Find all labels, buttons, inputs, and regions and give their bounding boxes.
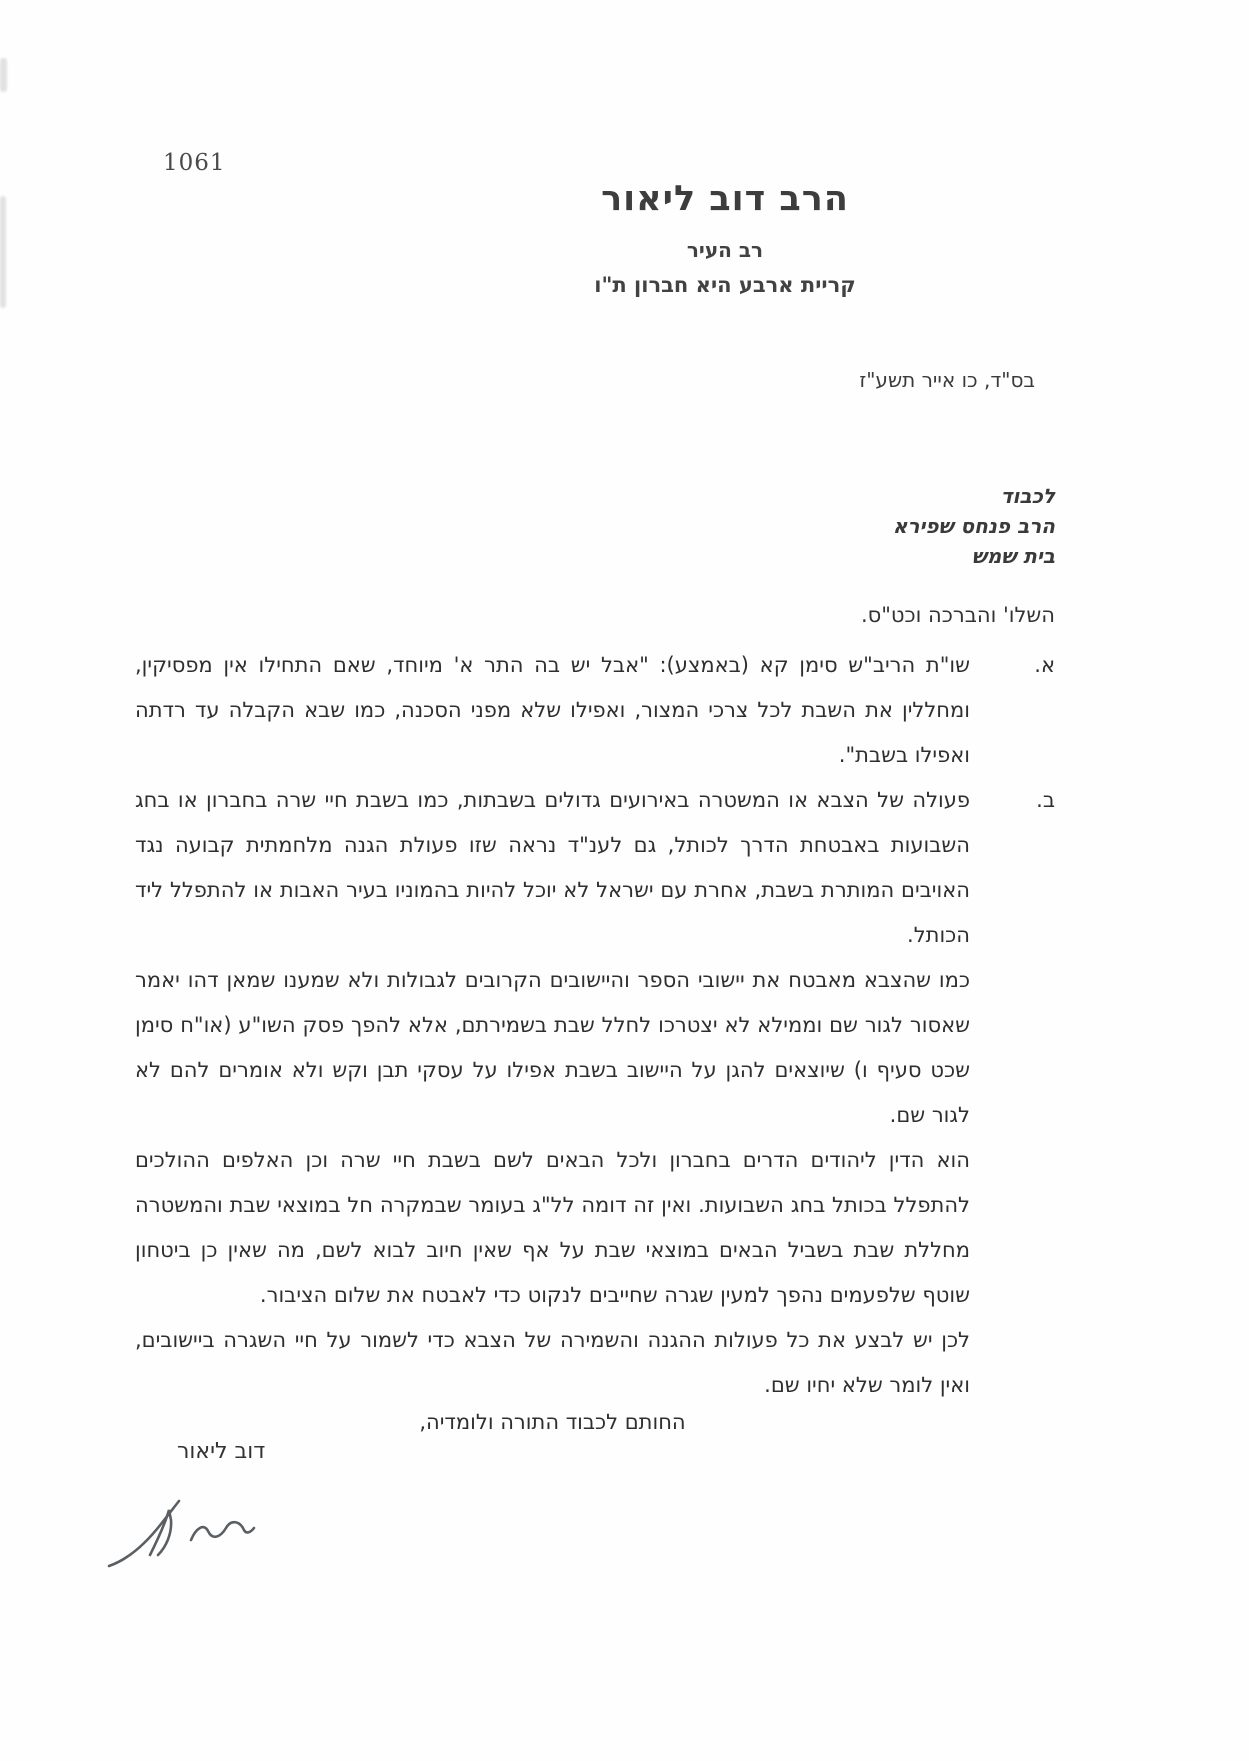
- paragraph-marker: א.: [1034, 653, 1055, 677]
- letter-content: [0, 177, 1249, 1469]
- greeting-line: השלו' והברכה וכט"ס.: [860, 603, 1055, 627]
- body-paragraph: כמו שהצבא מאבטח את יישובי הספר והיישובים הקרובים לגבולות ולא שמענו שמאן דהו יאמר שאסור לגור שם וממילא לא יצטרכו לחלל שבת בשמירתם, אלא להפך פסק השו"ע (או"ח סימן שכט סעיף ו) שיוצאים להגן על היישוב בשבת אפילו על עסקי תבן וקש ולא אומרים להם לא לגור שם.: [135, 968, 970, 1127]
- letterhead-role: רב העיר: [686, 238, 764, 262]
- paragraph-marker: ב.: [1036, 788, 1055, 812]
- scan-artifact: [0, 196, 6, 308]
- list-item-alef: [135, 643, 1055, 778]
- letterhead: [525, 177, 925, 299]
- letterhead-city: קריית ארבע היא חברון ת"ו: [594, 273, 856, 297]
- signature-icon: [103, 1492, 283, 1578]
- recipient-salutation: לכבוד: [1000, 484, 1055, 508]
- signer-name: דוב ליאור: [177, 1439, 266, 1464]
- closing-line: החותם לכבוד התורה ולומדיה,: [419, 1410, 686, 1434]
- letterhead-name: הרב דוב ליאור: [601, 179, 849, 219]
- recipient-name: הרב פנחס שפירא: [892, 514, 1055, 538]
- body-paragraph: הוא הדין ליהודים הדרים בחברון ולכל הבאים לשם בשבת חיי שרה וכן האלפים ההולכים להתפלל בכותל בחג השבועות. ואין זה דומה לל"ג בעומר שבמקרה חל במוצאי שבת והמשטרה מחללת שבת בשביל הבאים במוצאי שבת על אף שאין חיוב לבוא לשם, מה שאין כן ביטחון שוטף שלפעמים נהפך למעין שגרה שחייבים לנקוט כדי לאבטח את שלום הציבור.: [135, 1148, 970, 1307]
- paragraph-text: פעולה של הצבא או המשטרה באירועים גדולים בשבתות, כמו בשבת חיי שרה בחברון או בחג השבועות באבטחת הדרך לכותל, גם לענ"ד נראה שזו פעולת הגנה מלחמתית קבועה נגד האויבים המותרת בשבת, אחרת עם ישראל לא יוכל להיות בהמוניו בעיר האבות או להתפלל ליד הכותל.: [135, 788, 970, 947]
- page-number: 1061: [163, 150, 226, 176]
- scan-artifact: [0, 58, 7, 92]
- recipient-block: [135, 481, 1055, 571]
- body-paragraph: לכן יש לבצע את כל פעולות ההגנה והשמירה של הצבא כדי לשמור על חיי השגרה ביישובים, ואין לומר שלא יחיו שם.: [135, 1328, 970, 1397]
- recipient-city: בית שמש: [971, 544, 1055, 568]
- paragraph-text: שו"ת הריב"ש סימן קא (באמצע): "אבל יש בה התר א' מיוחד, שאם התחילו אין מפסיקין, ומחללין את השבת לכל צרכי המצור, ואפילו שלא מפני הסכנה, כמו שבא הקבלה עד רדתה ואפילו בשבת".: [135, 653, 970, 767]
- date-line: בס"ד, כו אייר תשע"ז: [859, 368, 1035, 392]
- letter-body: [135, 643, 1055, 1469]
- list-item-bet: [135, 778, 1055, 958]
